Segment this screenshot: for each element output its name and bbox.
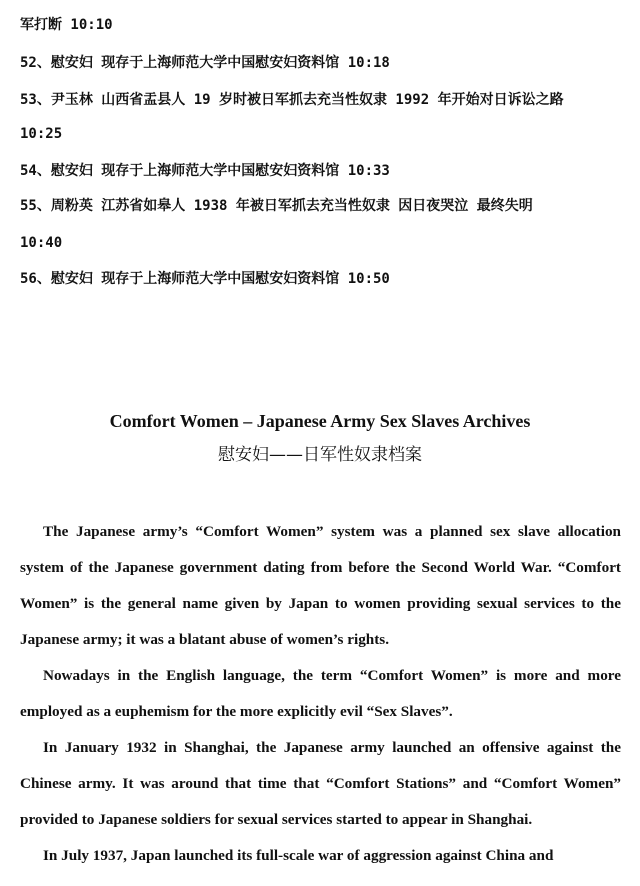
paragraph: In January 1932 in Shanghai, the Japanese army launched an offensive against the Chinese army. It was around that time that “Comfort Stations” and “Comfort Women” provided to Japanese soldiers for sexual services started to appear in Shanghai. bbox=[20, 739, 621, 828]
entry-line: 55、周粉英 江苏省如皋人 1938 年被日军抓去充当性奴隶 因日夜哭泣 最终失明 bbox=[20, 198, 533, 214]
paragraph: In July 1937, Japan launched its full-scale war of aggression against China and bbox=[43, 847, 554, 864]
document-title-chinese: 慰安妇——日军性奴隶档案 bbox=[218, 445, 422, 465]
entry-line: 56、慰安妇 现存于上海师范大学中国慰安妇资料馆 10:50 bbox=[20, 271, 390, 287]
entry-line: 52、慰安妇 现存于上海师范大学中国慰安妇资料馆 10:18 bbox=[20, 55, 390, 71]
entry-line: 军打断 10:10 bbox=[20, 17, 113, 33]
entry-line: 54、慰安妇 现存于上海师范大学中国慰安妇资料馆 10:33 bbox=[20, 163, 390, 179]
entry-line: 10:25 bbox=[20, 126, 63, 142]
paragraph: The Japanese army’s “Comfort Women” system was a planned sex slave allocation system of the Japanese government dating from before the Second World War. “Comfort Women” is the general name given by Japan to women providing sexual services to the Japanese army; it was a blatant abuse of women’s rights. bbox=[20, 523, 621, 648]
paragraph: Nowadays in the English language, the term “Comfort Women” is more and more employed as a euphemism for the more explicitly evil “Sex Slaves”. bbox=[20, 667, 621, 720]
document-title-english: Comfort Women – Japanese Army Sex Slaves Archives bbox=[109, 411, 531, 431]
body-text bbox=[20, 514, 621, 874]
entry-line: 53、尹玉林 山西省盂县人 19 岁时被日军抓去充当性奴隶 1992 年开始对日诉讼之路 bbox=[20, 92, 564, 108]
entry-line: 10:40 bbox=[20, 235, 63, 251]
